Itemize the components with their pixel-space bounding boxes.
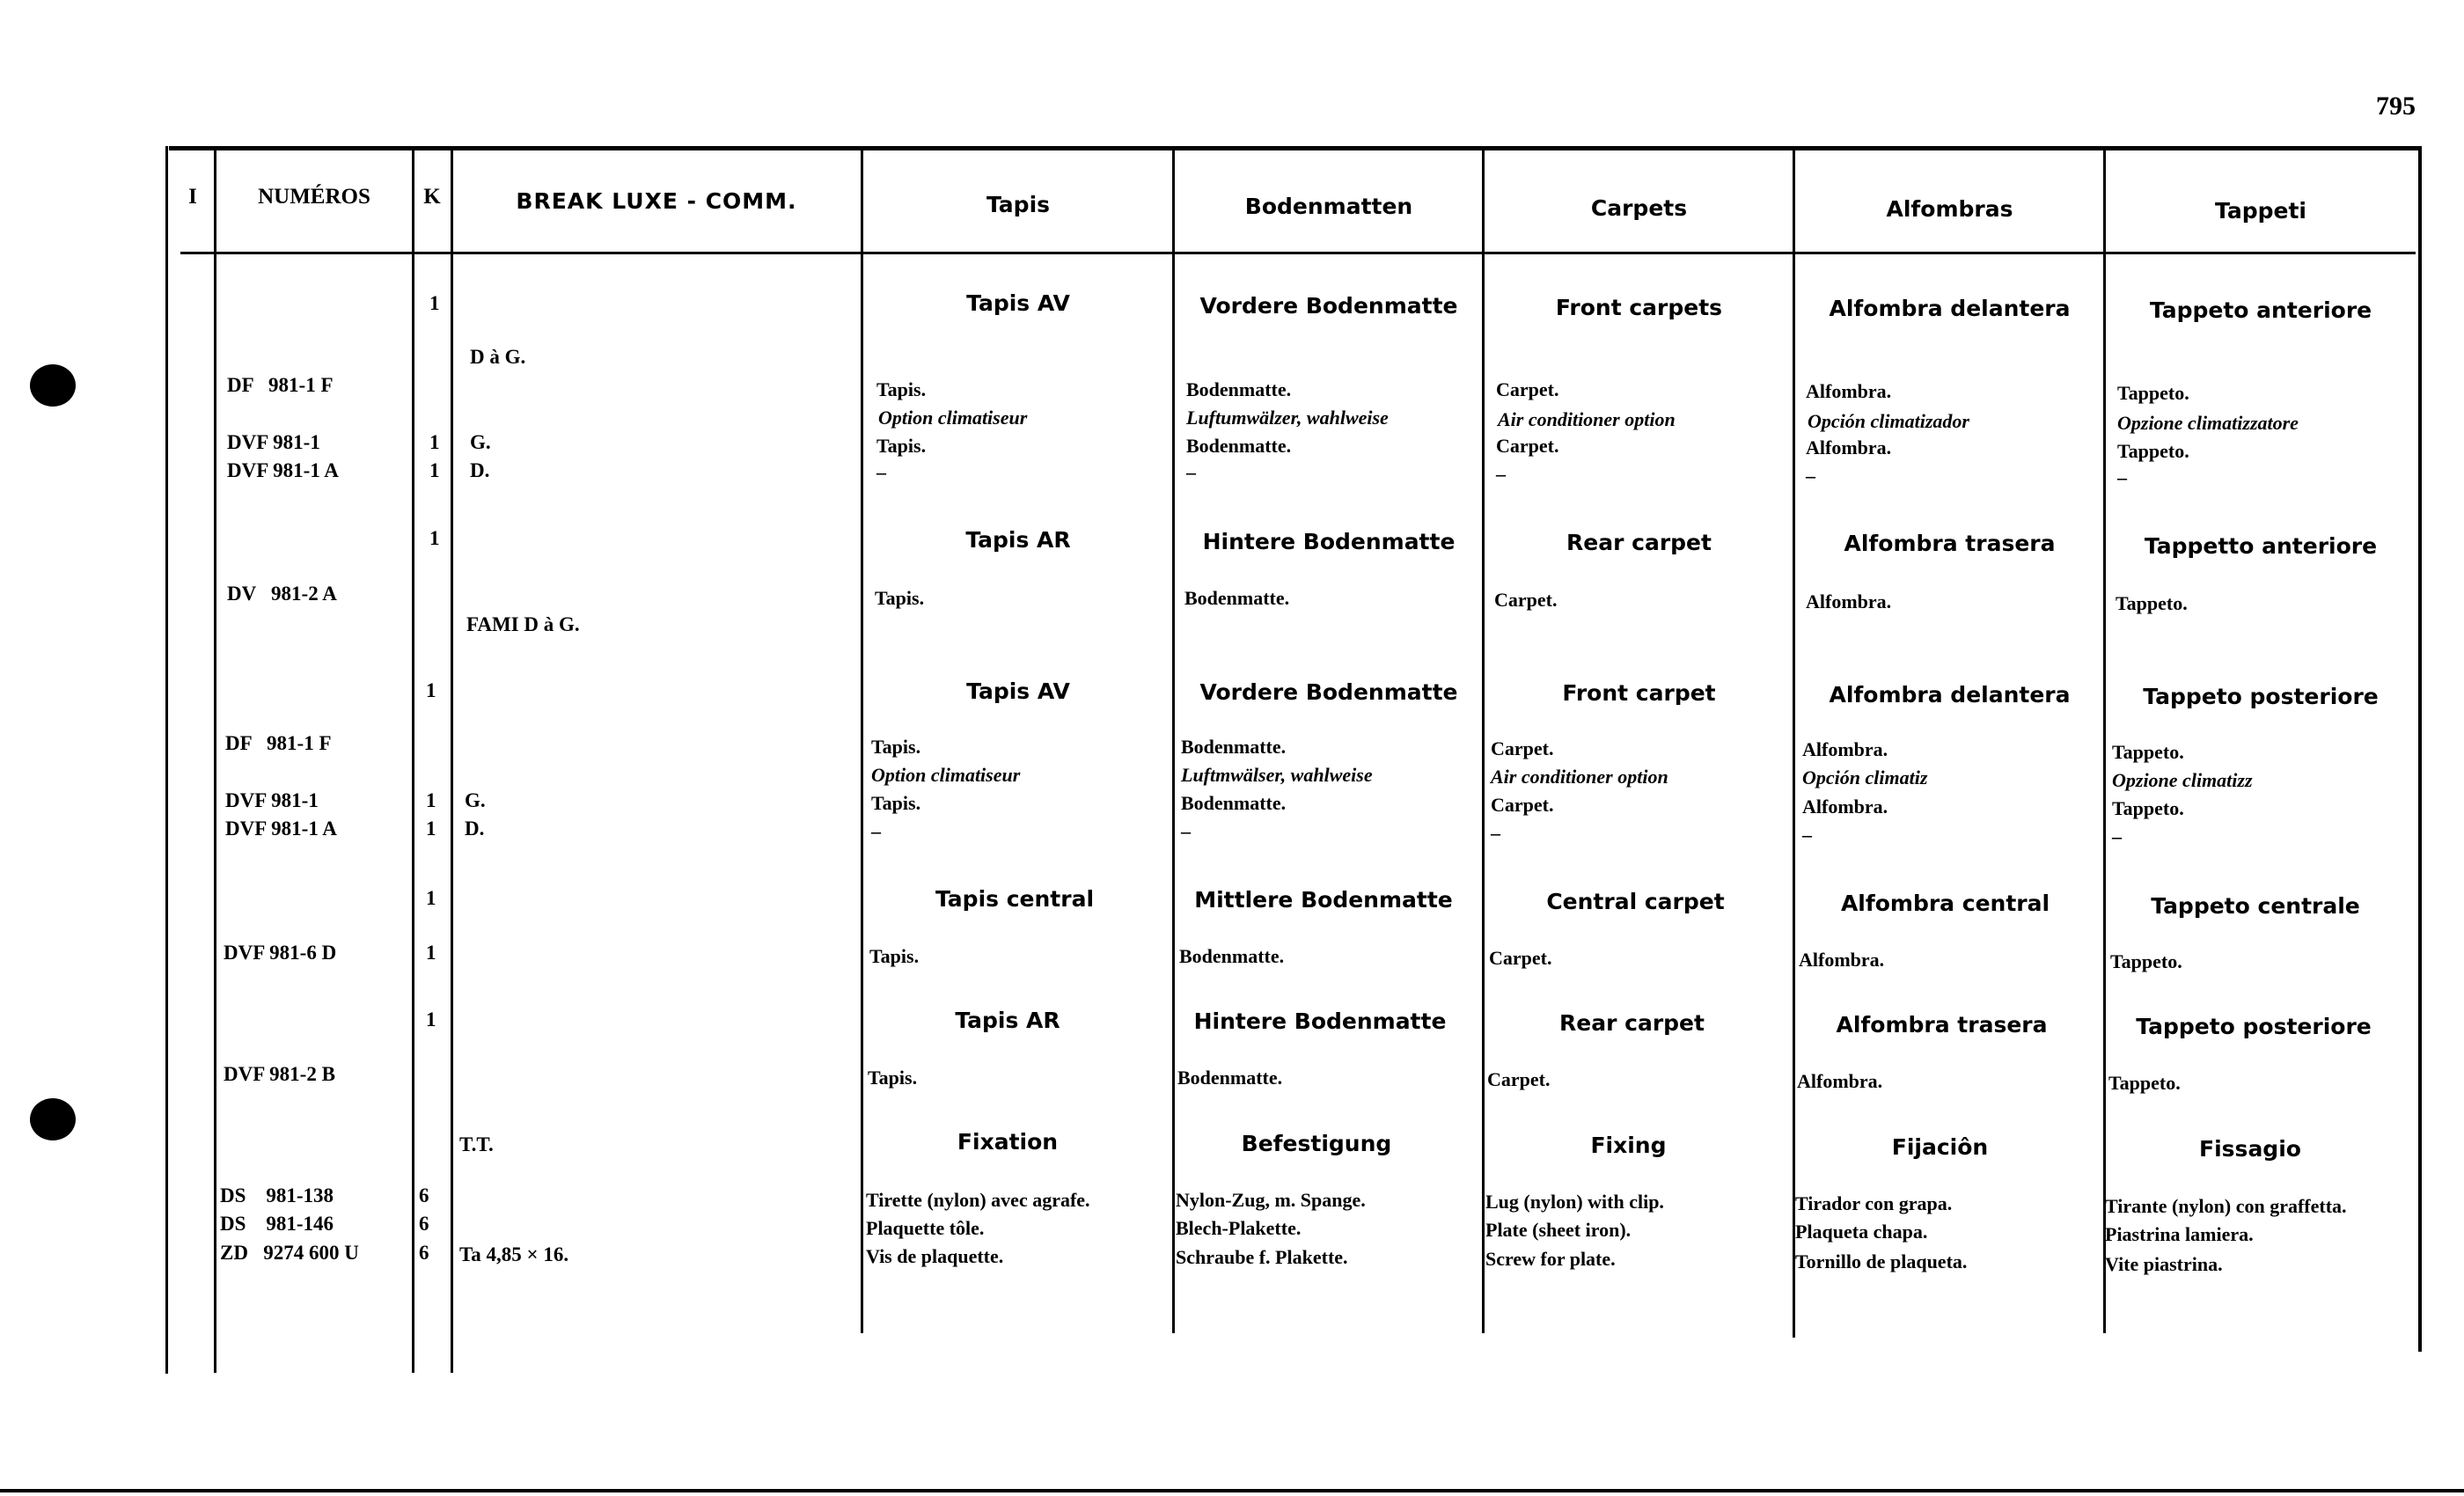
section-title-de: Mittlere Bodenmatte: [1194, 887, 1453, 913]
section-title-it: Fissagio: [2199, 1136, 2301, 1162]
option-it: Opzione climatizzatore: [2117, 412, 2299, 434]
desc-en: Carpet.: [1496, 435, 1559, 457]
part-number: ZD 9274 600 U: [220, 1242, 359, 1264]
option-es: Opción climatiz: [1802, 766, 1928, 788]
header-it: Tappeti: [2215, 198, 2306, 224]
punch-hole-top: [30, 364, 76, 407]
part-number: DVF 981-2 B: [224, 1063, 335, 1085]
section-title-de: Vordere Bodenmatte: [1199, 293, 1458, 319]
desc-de: Nylon-Zug, m. Spange.: [1176, 1189, 1366, 1211]
section-title-en: Central carpet: [1546, 889, 1725, 914]
desc-en: Carpet.: [1491, 737, 1554, 759]
section-title-de: Hintere Bodenmatte: [1202, 529, 1456, 554]
punch-hole-bottom: [30, 1098, 76, 1140]
desc-fr: Tapis.: [876, 378, 927, 400]
option-fr: Option climatiseur: [878, 407, 1028, 429]
quantity-k: 1: [426, 789, 436, 811]
quantity-k: 1: [429, 431, 440, 453]
part-number: DVF 981-1: [227, 431, 320, 453]
desc-fr: Tapis.: [868, 1067, 918, 1089]
desc-fr: Tirette (nylon) avec agrafe.: [866, 1189, 1090, 1211]
part-number: DS 981-138: [220, 1184, 334, 1206]
desc-de: Bodenmatte.: [1186, 378, 1292, 400]
option-de: Luftumwälzer, wahlweise: [1186, 407, 1389, 429]
desc-fr: –: [876, 461, 886, 483]
section-k: 1: [429, 292, 440, 314]
option-de: Luftmwälser, wahlweise: [1181, 764, 1373, 786]
desc-en: –: [1491, 822, 1500, 844]
section-title-en: Rear carpet: [1559, 1010, 1705, 1036]
side-desc: G.: [470, 431, 491, 453]
desc-en: Screw for plate.: [1485, 1248, 1616, 1270]
option-en: Air conditioner option: [1491, 766, 1668, 788]
option-fr: Option climatiseur: [871, 764, 1021, 786]
part-number: DS 981-146: [220, 1213, 334, 1235]
header-fr: Tapis: [986, 192, 1051, 217]
section-title-es: Alfombra central: [1840, 891, 2050, 916]
col-rule-i: [214, 150, 216, 1373]
desc-it: Tappeto.: [2112, 797, 2184, 819]
part-number: DVF 981-1 A: [227, 459, 339, 481]
section-title-de: Befestigung: [1241, 1131, 1392, 1156]
desc-fr: Tapis.: [871, 792, 921, 814]
section-note: FAMI D à G.: [466, 613, 580, 635]
header-model: BREAK LUXE - COMM.: [516, 188, 797, 214]
desc-es: –: [1802, 824, 1812, 846]
desc-es: Plaqueta chapa.: [1795, 1221, 1928, 1243]
section-title-es: Fijaciôn: [1891, 1134, 1989, 1160]
section-title-fr: Tapis AV: [966, 678, 1070, 704]
desc-fr: Tapis.: [869, 945, 920, 967]
header-de: Bodenmatten: [1244, 194, 1413, 219]
section-desc-title: T.T.: [459, 1133, 494, 1155]
header-numeros: NUMÉROS: [258, 185, 370, 209]
section-title-fr: Tapis AR: [955, 1008, 1060, 1033]
side-desc: D.: [470, 459, 490, 481]
desc-en: Carpet.: [1489, 947, 1552, 969]
section-title-it: Tappetto anteriore: [2144, 533, 2378, 559]
section-title-fr: Tapis AV: [966, 290, 1070, 316]
option-es: Opción climatizador: [1808, 410, 1969, 432]
quantity-k: 6: [419, 1184, 429, 1206]
desc-en: –: [1496, 463, 1506, 485]
desc-it: Tappeto.: [2117, 382, 2189, 404]
desc-en: Carpet.: [1491, 794, 1554, 816]
quantity-k: 1: [429, 459, 440, 481]
table-left-rule: [165, 146, 168, 1374]
quantity-k: 6: [419, 1213, 429, 1235]
desc-fr: Plaquette tôle.: [866, 1217, 985, 1239]
section-k: 1: [429, 527, 440, 549]
desc-es: Alfombra.: [1802, 796, 1888, 818]
section-k: 1: [426, 887, 436, 909]
section-title-en: Fixing: [1590, 1133, 1667, 1158]
part-number: DF 981-1 F: [227, 374, 334, 396]
part-number: DV 981-2 A: [227, 583, 337, 605]
page-bottom-rule: [0, 1489, 2464, 1492]
col-rule-numeros: [412, 150, 414, 1373]
desc-it: Tappeto.: [2112, 741, 2184, 763]
header-es: Alfombras: [1886, 196, 2013, 222]
desc-fr: Tapis.: [871, 736, 921, 758]
desc-de: –: [1181, 820, 1191, 842]
desc-de: Bodenmatte.: [1186, 435, 1292, 457]
header-k: K: [423, 185, 441, 209]
desc-es: Tornillo de plaqueta.: [1795, 1250, 1968, 1272]
col-rule-model: [861, 150, 863, 1333]
section-title-en: Rear carpet: [1566, 530, 1712, 555]
desc-fr: –: [871, 820, 881, 842]
section-title-it: Tappeto posteriore: [2136, 1014, 2372, 1039]
section-note: D à G.: [470, 346, 526, 368]
desc-de: Bodenmatte.: [1181, 736, 1287, 758]
desc-es: Alfombra.: [1799, 949, 1885, 971]
desc-en: Carpet.: [1487, 1068, 1551, 1090]
desc-de: Bodenmatte.: [1181, 792, 1287, 814]
section-title-de: Vordere Bodenmatte: [1199, 679, 1458, 705]
section-title-es: Alfombra delantera: [1829, 296, 2071, 321]
section-title-de: Hintere Bodenmatte: [1193, 1008, 1447, 1034]
section-title-it: Tappeto anteriore: [2149, 297, 2372, 323]
part-number: DVF 981-1 A: [225, 818, 337, 840]
desc-it: –: [2112, 825, 2122, 847]
desc-it: Tappeto.: [2108, 1072, 2181, 1094]
part-number: DF 981-1 F: [225, 732, 332, 754]
side-desc: G.: [465, 789, 486, 811]
desc-es: –: [1806, 465, 1815, 487]
col-rule-k: [451, 150, 453, 1373]
desc-de: Bodenmatte.: [1179, 945, 1285, 967]
desc-de: Schraube f. Plakette.: [1176, 1246, 1348, 1268]
section-title-fr: Tapis central: [935, 886, 1095, 912]
quantity-k: 1: [426, 818, 436, 840]
desc-es: Tirador con grapa.: [1795, 1192, 1953, 1214]
desc-en: Carpet.: [1496, 378, 1559, 400]
desc-de: Bodenmatte.: [1184, 587, 1290, 609]
header-en: Carpets: [1590, 195, 1688, 221]
desc-es: Alfombra.: [1797, 1070, 1883, 1092]
desc-de: Blech-Plakette.: [1176, 1217, 1302, 1239]
desc-es: Alfombra.: [1806, 436, 1892, 458]
dimension-desc: Ta 4,85 × 16.: [459, 1243, 569, 1265]
section-title-it: Tappeto posteriore: [2143, 684, 2379, 709]
quantity-k: 6: [419, 1242, 429, 1264]
desc-it: Piastrina lamiera.: [2105, 1223, 2254, 1245]
desc-it: Tirante (nylon) con graffetta.: [2105, 1195, 2347, 1217]
section-title-en: Front carpets: [1555, 295, 1723, 320]
desc-es: Alfombra.: [1802, 738, 1888, 760]
table-right-rule: [2418, 146, 2422, 1352]
desc-it: Vite piastrina.: [2105, 1253, 2223, 1275]
section-title-en: Front carpet: [1562, 680, 1716, 706]
table-top-rule: [169, 146, 2422, 150]
desc-it: Tappeto.: [2117, 440, 2189, 462]
section-k: 1: [426, 1008, 436, 1030]
desc-en: Plate (sheet iron).: [1485, 1219, 1632, 1241]
quantity-k: 1: [426, 942, 436, 964]
desc-en: Carpet.: [1494, 589, 1558, 611]
page-number: 795: [2376, 92, 2416, 121]
option-en: Air conditioner option: [1498, 408, 1676, 430]
desc-fr: Vis de plaquette.: [866, 1245, 1004, 1267]
desc-es: Alfombra.: [1806, 380, 1892, 402]
section-title-es: Alfombra trasera: [1844, 531, 2056, 556]
desc-fr: Tapis.: [876, 435, 927, 457]
header-i: I: [188, 185, 197, 209]
desc-it: –: [2117, 466, 2127, 488]
desc-de: Bodenmatte.: [1177, 1067, 1283, 1089]
section-title-es: Alfombra trasera: [1836, 1012, 2048, 1038]
desc-it: Tappeto.: [2110, 950, 2182, 972]
section-title-fr: Fixation: [957, 1129, 1059, 1155]
desc-fr: Tapis.: [875, 587, 925, 609]
part-number: DVF 981-6 D: [224, 942, 337, 964]
desc-de: –: [1186, 461, 1196, 483]
desc-it: Tappeto.: [2116, 592, 2188, 614]
section-title-es: Alfombra delantera: [1829, 682, 2071, 708]
desc-en: Lug (nylon) with clip.: [1485, 1191, 1664, 1213]
section-title-fr: Tapis AR: [965, 527, 1071, 553]
side-desc: D.: [465, 818, 485, 840]
header-bottom-rule: [180, 252, 2416, 254]
section-k: 1: [426, 679, 436, 701]
section-title-it: Tappeto centrale: [2151, 893, 2360, 919]
option-it: Opzione climatizz: [2112, 769, 2253, 791]
part-number: DVF 981-1: [225, 789, 319, 811]
desc-es: Alfombra.: [1806, 590, 1892, 612]
